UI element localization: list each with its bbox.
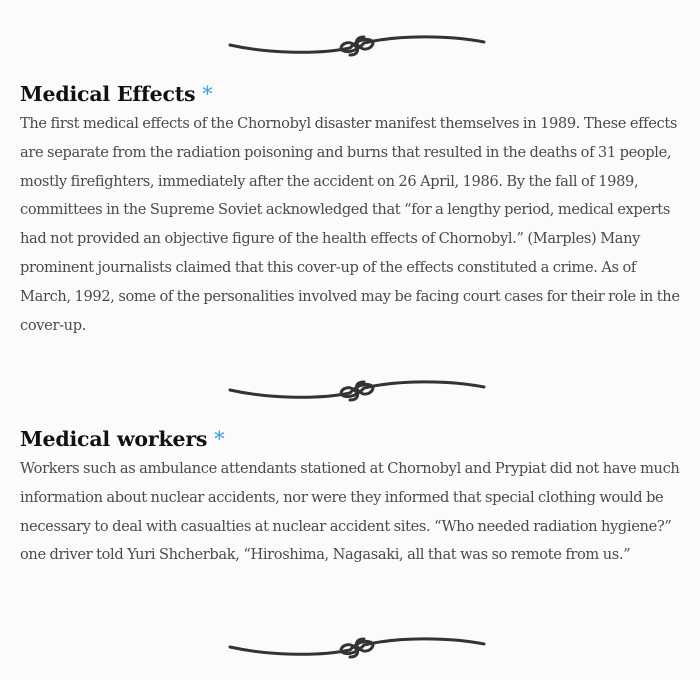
section-heading: Medical Effects * [20,82,213,106]
scroll-divider-icon [226,31,488,61]
section-body: Workers such as ambulance attendants stationed at Chornobyl and Prypiat did not have much information about nuclear accidents, nor were they informed that special clothing would be necessary to deal with casualties at nuclear accident sites. “Who needed radiation hygiene?” one driver told Yuri Shcherbak, “Hiroshima, Nagasaki, all that was so remote from us.” [20,460,680,564]
section-medical-effects [20,80,688,340]
asterisk-marker: * [214,427,225,451]
scroll-divider-icon [226,633,488,663]
asterisk-marker: * [202,82,213,106]
section-heading: Medical workers * [20,427,225,451]
scroll-divider-icon [226,376,488,406]
section-body: The first medical effects of the Chornobyl disaster manifest themselves in 1989. These effects are separate from the radiation poisoning and burns that resulted in the deaths of 31 people, mostly firefighters, immediately after the accident on 26 April, 1986. By the fall of 1989, committees in the Supreme Soviet acknowledged that “for a lengthy period, medical experts had not provided an objective figure of the health effects of Chornobyl.” (Marples) Many prominent journalists claimed that this cover-up of the effects constituted a crime. As of March, 1992, some of the personalities involved may be facing court cases for their role in the cover-up. [20,115,680,334]
section-medical-workers [20,425,688,570]
